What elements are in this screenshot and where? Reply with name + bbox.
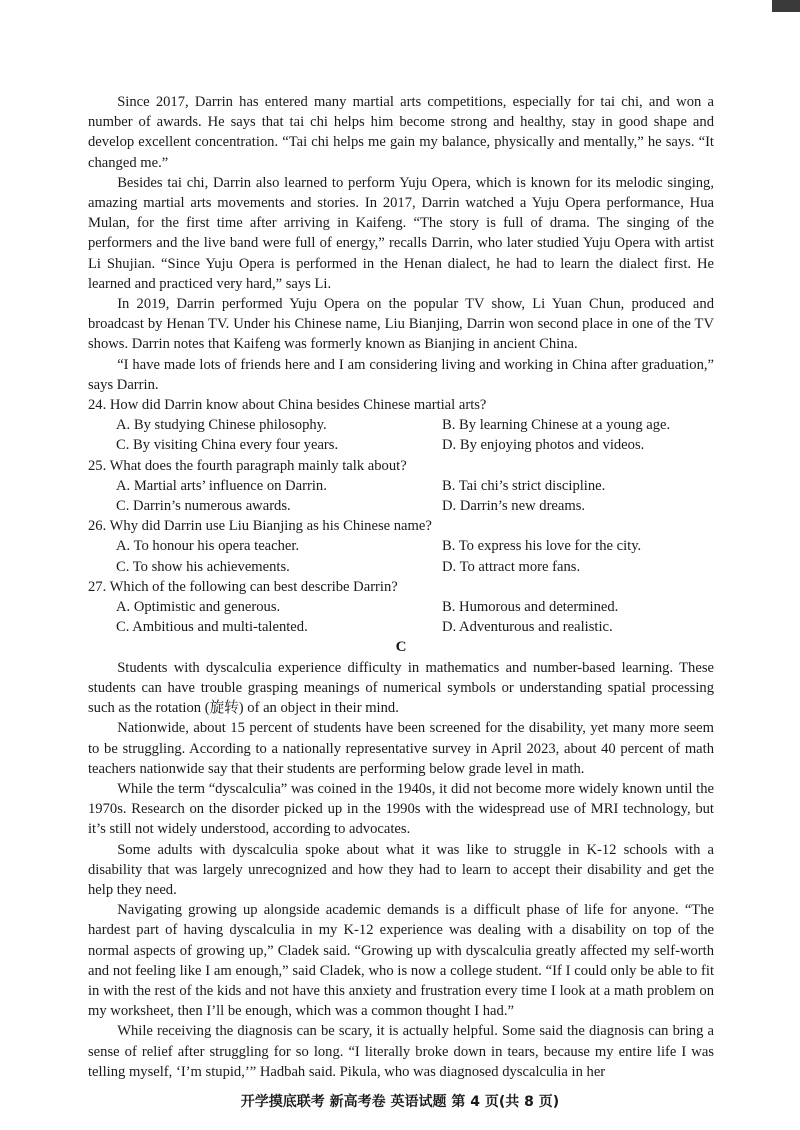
- option-b[interactable]: B. Tai chi’s strict discipline.: [442, 477, 606, 494]
- paragraph: Besides tai chi, Darrin also learned to perform Yuju Opera, which is known for its melodic singing, amazing martial arts movements and stories. In 2017, Darrin watched a Yuju Opera performance, Hua Mulan, for the first time after arriving in Kaifeng. “The story is full of drama. The singing of the performers and the live band were full of energy,” recalls Darrin, who later studied Yuju Opera with artist Li Shujian. “Since Yuju Opera is performed in the Henan dialect, he had to learn the dialect first. He learned and practiced very hard,” says Li.: [88, 174, 714, 292]
- paragraph: Nationwide, about 15 percent of students have been screened for the disability, yet many more seem to be struggling. According to a nationally representative survey in April 2023, about 40 percent of math teachers nationwide say that their students are performing below grade level in math.: [88, 720, 714, 777]
- option-a[interactable]: A. To honour his opera teacher.: [116, 538, 300, 555]
- paragraph: Some adults with dyscalculia spoke about what it was like to struggle in K-12 schools with a disability that was largely unrecognized and how they had to learn to accept their disability and get the help they need.: [88, 841, 714, 898]
- option-d[interactable]: D. Darrin’s new dreams.: [442, 498, 586, 515]
- option-b[interactable]: B. Humorous and determined.: [442, 599, 619, 616]
- question-27: [88, 577, 714, 638]
- question-stem: 27. Which of the following can best describe Darrin?: [88, 578, 398, 595]
- passage-c: [88, 658, 714, 1082]
- option-b[interactable]: B. By learning Chinese at a young age.: [442, 417, 671, 434]
- option-b[interactable]: B. To express his love for the city.: [442, 538, 642, 555]
- question-stem: 25. What does the fourth paragraph mainly talk about?: [88, 457, 407, 474]
- paragraph: “I have made lots of friends here and I am considering living and working in China after graduation,” says Darrin.: [88, 356, 714, 393]
- question-options: [88, 536, 714, 576]
- paragraph: While receiving the diagnosis can be scary, it is actually helpful. Some said the diagnosis can bring a sense of relief after struggling for so long. “I literally broke down in tears, because my entire life I was telling myself, ‘I’m stupid,’” Hadbah said. Pikula, who was diagnosed dyscalculia in her: [88, 1023, 714, 1080]
- paragraph: Navigating growing up alongside academic demands is a difficult phase of life for anyone. “The hardest part of having dyscalculia in my K-12 experience was dealing with a disability on top of the normal aspects of growing up,” Cladek said. “Growing up with dyscalculia greatly affected my self-worth and not feeling like I am enough,” said Cladek, who is now a college student. “If I could only be able to fit in with the rest of the kids and not have this anxiety and frustration every time I look at a math problem on my worksheet, then I’ll be enough, which was a common thought I had.”: [88, 902, 714, 1020]
- option-a[interactable]: A. By studying Chinese philosophy.: [116, 417, 327, 434]
- option-c[interactable]: C. By visiting China every four years.: [116, 437, 339, 454]
- question-24: [88, 395, 714, 456]
- option-d[interactable]: D. By enjoying photos and videos.: [442, 437, 645, 454]
- paragraph: In 2019, Darrin performed Yuju Opera on the popular TV show, Li Yuan Chun, produced and broadcast by Henan TV. Under his Chinese name, Liu Bianjing, Darrin won second place in one of the TV shows. Darrin notes that Kaifeng was formerly known as Bianjing in ancient China.: [88, 296, 714, 353]
- paragraph: Students with dyscalculia experience difficulty in mathematics and number-based learning. These students can have trouble grasping meanings of numerical symbols or understanding spatial processing such as the rotation (旋转) of an object in their mind.: [88, 659, 714, 717]
- option-d[interactable]: D. Adventurous and realistic.: [442, 619, 613, 636]
- section-heading: C: [395, 639, 407, 656]
- scan-edge-mark: [772, 0, 800, 12]
- question-26: [88, 516, 714, 577]
- option-d[interactable]: D. To attract more fans.: [442, 558, 581, 575]
- question-options: [88, 597, 714, 637]
- option-a[interactable]: A. Martial arts’ influence on Darrin.: [116, 477, 327, 494]
- paragraph: Since 2017, Darrin has entered many martial arts competitions, especially for tai chi, and won a number of awards. He says that tai chi helps him become strong and healthy, stay in good shape and develop excellent concentration. “Tai chi helps me gain my balance, physically and mentally,” he says. “It changed me.”: [88, 94, 714, 171]
- question-block: [88, 395, 714, 637]
- paragraph: While the term “dyscalculia” was coined in the 1940s, it did not become more widely known until the 1970s. Research on the disorder picked up in the 1990s with the widespread use of MRI technology, but it’s still not widely understood, according to advocates.: [88, 780, 714, 838]
- option-c[interactable]: C. Darrin’s numerous awards.: [116, 498, 291, 515]
- question-stem: 24. How did Darrin know about China besides Chinese martial arts?: [88, 397, 487, 414]
- option-c[interactable]: C. Ambitious and multi-talented.: [116, 619, 308, 636]
- page-footer: 开学摸底联考 新高考卷 英语试题 第 4 页(共 8 页): [240, 1094, 560, 1110]
- question-stem: 26. Why did Darrin use Liu Bianjing as his Chinese name?: [88, 518, 432, 535]
- question-25: [88, 456, 714, 517]
- question-options: [88, 415, 714, 455]
- question-options: [88, 476, 714, 516]
- passage-b-tail: [88, 92, 714, 395]
- option-c[interactable]: C. To show his achievements.: [116, 558, 290, 575]
- option-a[interactable]: A. Optimistic and generous.: [116, 599, 281, 616]
